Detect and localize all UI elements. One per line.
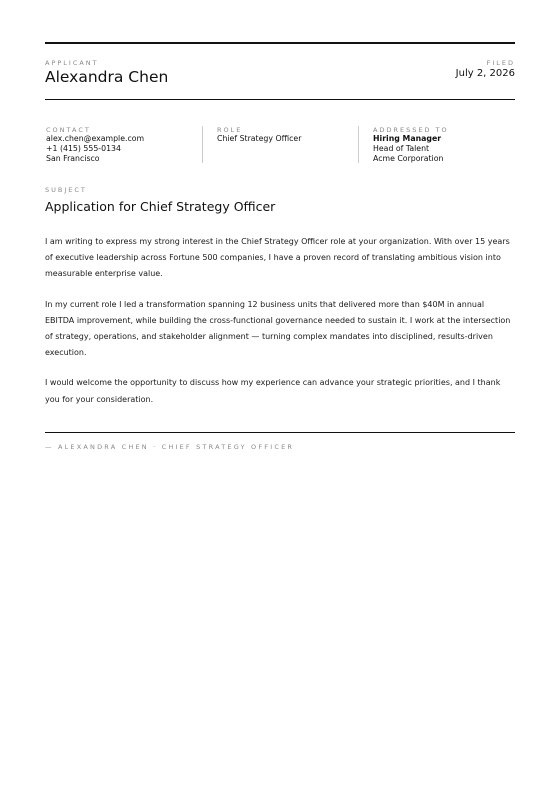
subject-line: Application for Chief Strategy Officer (45, 199, 276, 214)
body-paragraph: I am writing to express my strong interest in the Chief Strategy Officer role at your organization. With over 15 years of executive leadership across Fortune 500 companies, I have a proven record of translating ambitious vision into measurable enterprise value. (45, 237, 510, 279)
role-value: Chief Strategy Officer (217, 134, 302, 143)
contact-city: San Francisco (46, 154, 100, 163)
contact-label: CONTACT (46, 126, 91, 134)
footer-rule (45, 432, 515, 433)
subject-block (45, 186, 515, 215)
role-block (202, 126, 358, 163)
contact-email: alex.chen@example.com (46, 134, 145, 143)
contact-block (46, 126, 202, 163)
applicant-label: APPLICANT (45, 59, 99, 67)
recipient-company: Acme Corporation (373, 154, 444, 163)
filed-date: July 2, 2026 (455, 68, 515, 79)
info-columns (45, 100, 515, 186)
applicant-name: Alexandra Chen (45, 68, 169, 86)
subject-label: SUBJECT (45, 186, 87, 194)
body-paragraph: In my current role I led a transformation spanning 12 business units that delivered more than $40M in annual EBITDA improvement, while building the cross-functional governance needed to sustain it. I work at the intersection of strategy, operations, and stakeholder alignment — turning complex mandates into disciplined, results-driven execution. (45, 299, 511, 358)
letter-header (45, 44, 515, 99)
contact-phone: +1 (415) 555-0134 (46, 144, 121, 153)
body-paragraph: I would welcome the opportunity to discuss how my experience can advance your strategic priorities, and I thank you for your consideration. (45, 378, 501, 404)
recipient-name: Hiring Manager (373, 134, 442, 143)
footer-signature: — ALEXANDRA CHEN · CHIEF STRATEGY OFFICER (45, 442, 295, 451)
letter-body (45, 234, 515, 408)
recipient-title: Head of Talent (373, 144, 430, 153)
filed-label: FILED (486, 59, 515, 67)
cover-letter (45, 42, 515, 451)
addressed-to-label: ADDRESSED TO (373, 126, 449, 134)
addressed-to-block (358, 126, 515, 163)
role-label: ROLE (217, 126, 243, 134)
